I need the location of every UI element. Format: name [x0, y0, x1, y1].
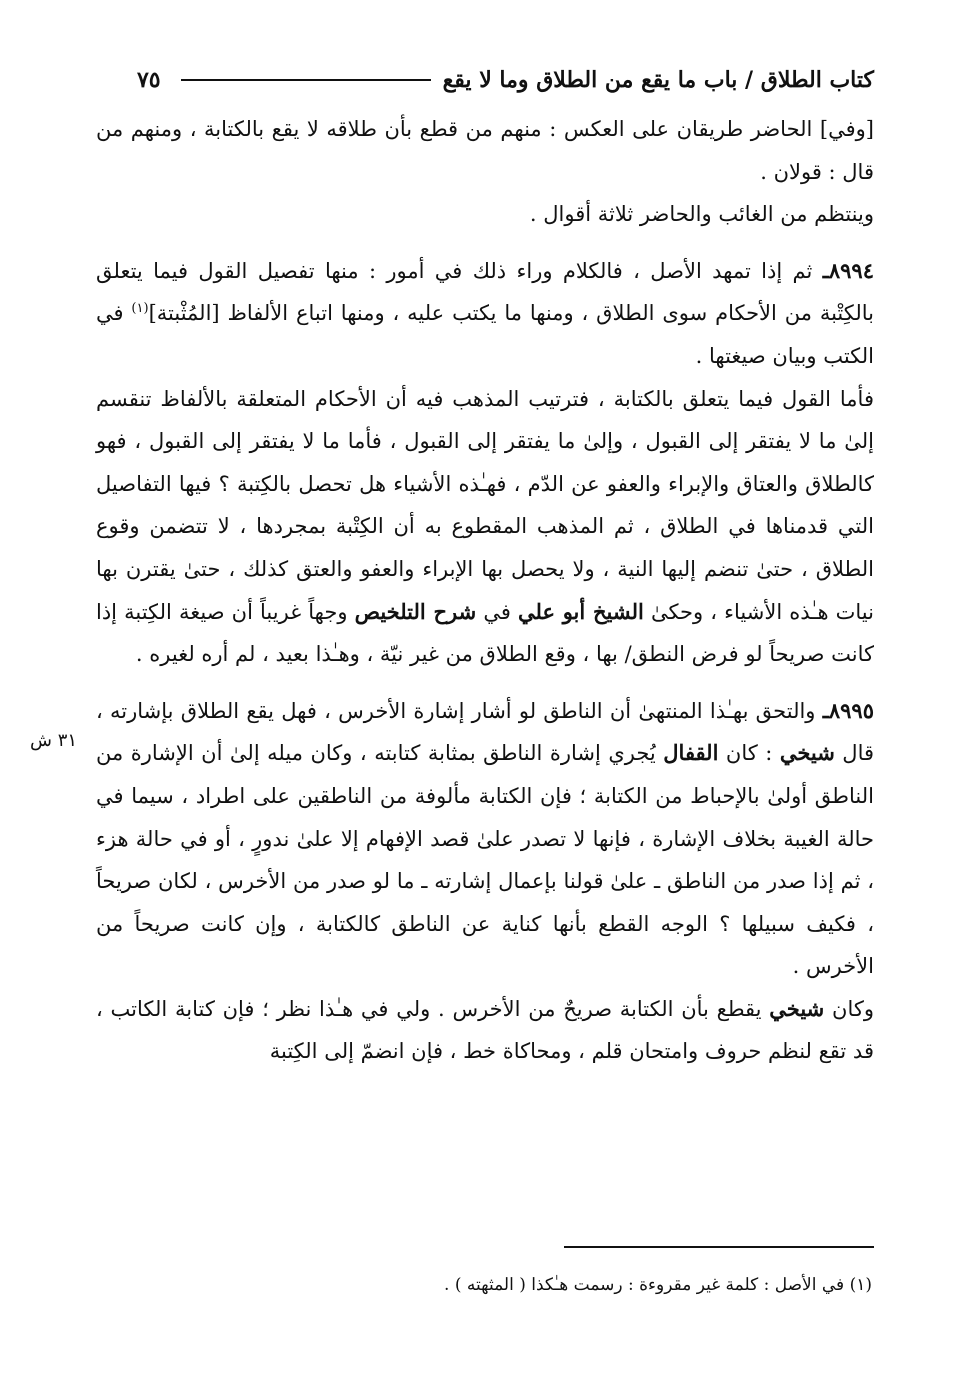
paragraph-text: وكان	[824, 996, 875, 1021]
paragraph-text: : كان	[718, 741, 780, 766]
footnote: (١) في الأصل : كلمة غير مقروءة : رسمت هـٰكذا ( المثهته ) .	[444, 1275, 872, 1295]
page-content	[96, 60, 874, 1073]
running-header	[96, 60, 874, 100]
paragraph-text: ثم إذا تمهد الأصل ، فالكلام وراء ذلك في أمور : منها تفصيل القول فيما يتعلق بالكِتْبة من الأحكام سوى الطلاق ، ومنها ما يكتب عليه ، ومنها اتباع الألفاظ [المُثْبتة]	[96, 258, 875, 326]
paragraph-1: [وفي] الحاضر طريقان على العكس : منهم من قطع بأن طلاقه لا يقع بالكتابة ، ومنهم من قال : قولان .	[96, 117, 874, 184]
paragraph-2: وينتظم من الغائب والحاضر ثلاثة أقوال .	[529, 202, 874, 227]
footnote-rule	[564, 1246, 874, 1248]
paragraph-last	[96, 988, 874, 1073]
bold-name: شيخي	[769, 995, 825, 1021]
paragraph-writing-rules	[96, 378, 874, 676]
bold-name: الشيخ أبو علي	[517, 598, 644, 624]
page-number: ٧٥	[136, 67, 161, 93]
paragraph-8995	[96, 690, 874, 988]
paragraph-text: فأما القول فيما يتعلق بالكتابة ، فترتيب المذهب فيه أن الأحكام المتعلقة بالألفاظ تنقسم إلىٰ ما لا يفتقر إلى القبول ، وإلىٰ ما يفتقر إلى القبول ، فأما ما لا يفتقر إلى القبول ، فهو كالطلاق والعتاق والإبراء والعفو عن الدّم ، فهـٰذه الأشياء هل تحصل بالكِتبة ؟ فيها التفاصيل التي قدمناها في الطلاق ، ثم المذهب المقطوع به أن الكِتْبة بمجردها ، لا تتضمن وقوع الطلاق ، حتىٰ تنضم إليها النية ، ولا يحصل بها الإبراء والعفو والعتق كذلك ، حتىٰ يقترن بها نيات هـٰذه الأشياء ، وحكىٰ	[96, 386, 874, 624]
paragraph-text: يُجري إشارة الناطق بمثابة كتابته ، وكان ميله إلىٰ أن الإشارة من الناطق أولىٰ بالإحباط من الكتابة ؛ فإن الكتابة مألوفة من الناطقين على اطراد ، سيما في حالة الغيبة بخلاف الإشارة ، فإنها لا تصدر علىٰ قصد الإفهام إلا علىٰ ندورٍ ، أو في حالة هزء ، ثم إذا صدر من الناطق ـ علىٰ قولنا بإعمال إشارته ـ ما لو صدر من الأخرس ، لكان صريحاً ، فكيف سبيلها ؟ الوجه القطع بأنها كناية عن الناطق كالكتابة ، وإن كانت صريحاً من الأخرس .	[96, 741, 874, 979]
paragraph-8994	[96, 250, 874, 378]
bold-name: القفال	[663, 740, 719, 766]
section-number: ٨٩٩٥ـ	[822, 697, 874, 723]
bold-book-title: شرح التلخيص	[354, 598, 477, 624]
paragraph-text: وجهاً غريباً أن صيغة الكِتبة إذا كانت صريحاً لو فرض النطق/ بها ، وقع الطلاق من غير نيّة ، وهـٰذا بعيد ، لم أره لغيره .	[96, 599, 874, 667]
header-rule	[181, 79, 431, 81]
section-number: ٨٩٩٤ـ	[822, 257, 874, 283]
margin-note: ٣١ ش	[30, 730, 78, 751]
chapter-title: كتاب الطلاق / باب ما يقع من الطلاق وما لا يقع	[442, 67, 874, 93]
paragraph-text-end: في الكتب وبيان صيغتها .	[96, 301, 874, 368]
bold-name: شيخي	[779, 740, 835, 766]
footnote-ref[interactable]: (١)	[131, 301, 149, 317]
paragraph-text: والتحق بهـٰذا المنتهىٰ أن الناطق لو أشار إشارة الأخرس ، فهل يقع الطلاق بإشارته ، قال	[96, 698, 875, 766]
paragraph-text: في	[476, 599, 518, 624]
paragraph-text: يقطع بأن الكتابة صريحٌ من الأخرس . ولي في هـٰذا نظر ؛ فإن كتابة الكاتب ، قد تقع لنظم حروف وامتحان قلم ، ومحاكاة خط ، فإن انضمّ إلى الكِتبة	[96, 996, 874, 1064]
